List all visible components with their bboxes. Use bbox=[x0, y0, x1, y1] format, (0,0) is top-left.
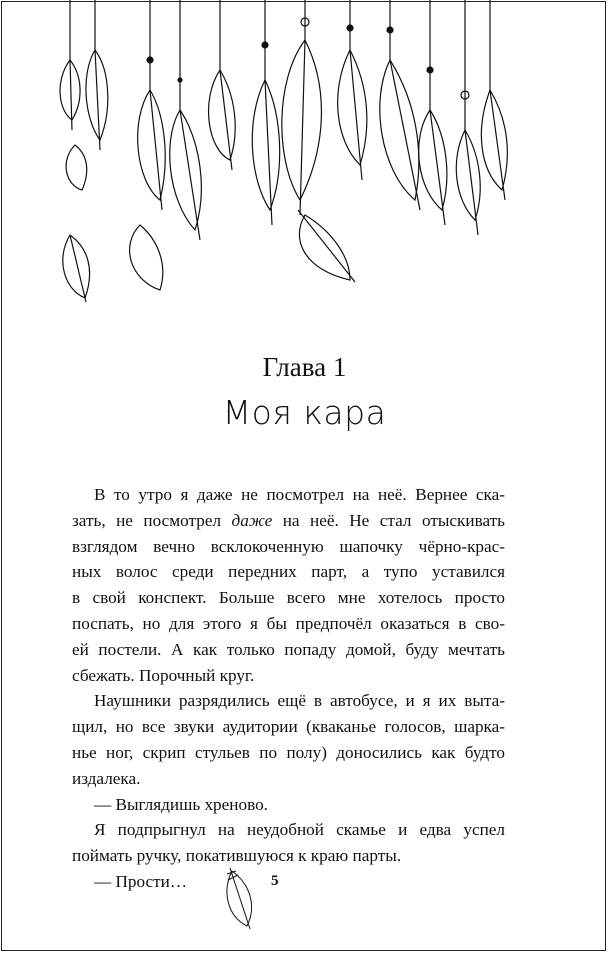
hanging-feathers-illustration bbox=[50, 0, 520, 310]
text-line: поймать ручку, покатившуюся к краю парты. bbox=[72, 846, 402, 866]
text-line: ных волос среди передних парт, а тупо уставился bbox=[72, 562, 505, 582]
text-line: сбежать. Порочный круг. bbox=[72, 665, 255, 685]
text-line: В то утро я даже не посмотрел на неё. Вернее ска- bbox=[94, 485, 505, 504]
chapter-number: Глава 1 bbox=[262, 352, 347, 382]
text-line: нье ног, скрип стульев по полу) доносились как будто bbox=[72, 742, 505, 762]
text-line: — Прости… bbox=[94, 871, 188, 891]
page-number: 5 bbox=[271, 873, 279, 889]
text-line: ей постели. А как только попаду домой, буду мечтать bbox=[72, 639, 505, 659]
emphasis: даже bbox=[231, 510, 273, 530]
text-line: — Выглядишь хреново. bbox=[94, 794, 268, 814]
text-line: Я подпрыгнул на неудобной скамье и едва успел bbox=[94, 820, 505, 840]
feather-ornament-icon bbox=[222, 866, 267, 931]
text-line: зать, не посмотрел даже на неё. Не стал отыскивать bbox=[72, 510, 506, 530]
body-text bbox=[72, 482, 505, 895]
text-line: поспать, но для этого я бы предпочёл оказаться в сво- bbox=[72, 613, 505, 633]
chapter-title: Моя кара bbox=[222, 393, 387, 432]
text-line: взглядом вечно всклокоченную шапочку чёрно-крас- bbox=[72, 536, 505, 556]
text-line: в свой конспект. Больше всего мне хотелось просто bbox=[72, 588, 505, 608]
text-line: Наушники разрядились ещё в автобусе, и я их выта- bbox=[94, 691, 505, 711]
text-line: щил, но все звуки аудитории (кваканье голосов, шарка- bbox=[72, 717, 505, 737]
text-line: издалека. bbox=[72, 768, 141, 788]
